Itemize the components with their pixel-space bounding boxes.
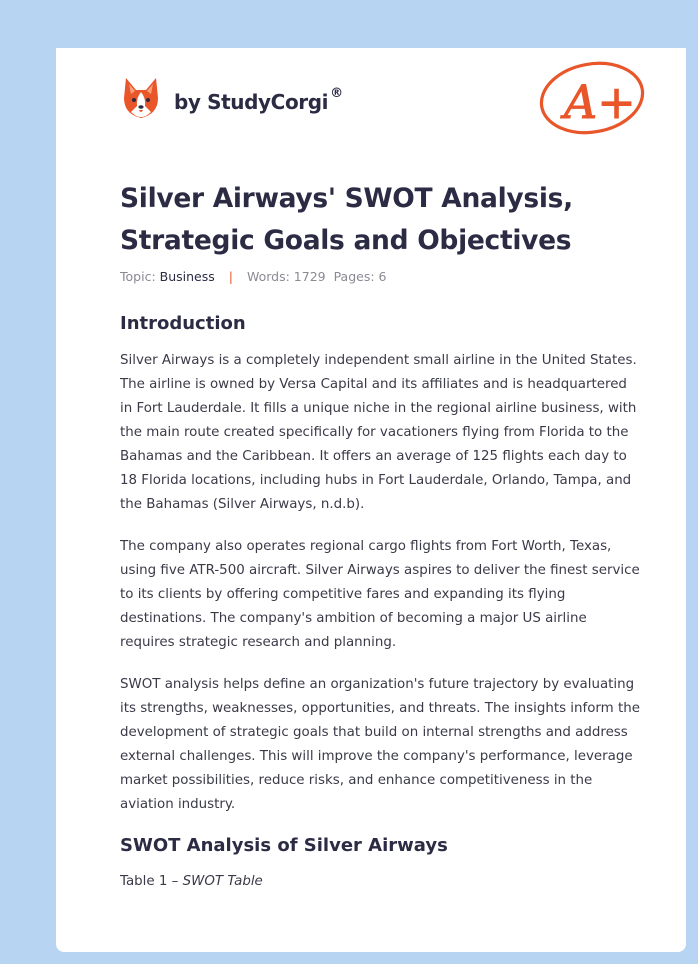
table-caption: Table 1 – SWOT Table [120, 874, 263, 889]
paragraph: SWOT analysis helps define an organization's future trajectory by evaluating its strengths, weaknesses, opportunities, and threats. The insights inform the development of strategic goals that build on internal strengths and address external challenges. This will improve the company's performance, leverage market possibilities, reduce risks, and enhance competitiveness in the aviation industry. [120, 677, 640, 812]
corgi-icon [122, 76, 160, 120]
paragraph: The company also operates regional cargo flights from Fort Worth, Texas, using five ATR-500 aircraft. Silver Airways aspires to deliver the finest service to its clients by offering competitive fares and expanding its flying destinations. The company's ambition of becoming a major US airline requires strategic research and planning. [120, 539, 640, 650]
document-meta: Topic: Business | Words: 1729 Pages: 6 [120, 269, 387, 284]
topic-link[interactable]: Business [159, 269, 215, 284]
grade-stamp-icon [536, 58, 648, 142]
section-heading-swot: SWOT Analysis of Silver Airways [120, 835, 448, 856]
paragraph: Silver Airways is a completely independent small airline in the United States. The airline is owned by Versa Capital and its affiliates and is headquartered in Fort Lauderdale. It fills a unique niche in the regional airline business, with the main route created specifically for vacationers flying from Florida to the Bahamas and the Caribbean. It offers an average of 125 flights each day to 18 Florida locations, including hubs in Fort Lauderdale, Orlando, Tampa, and the Bahamas (Silver Airways, n.d.b). [120, 353, 637, 512]
svg-text:A+: A+ [564, 75, 636, 129]
section-heading-introduction: Introduction [120, 313, 246, 334]
studycorgi-logo[interactable] [122, 76, 343, 120]
brand-name: by StudyCorgi ® [174, 86, 343, 114]
page-title: Silver Airways' SWOT Analysis, Strategic Goals and Objectives [120, 183, 573, 256]
document-page [56, 48, 686, 952]
